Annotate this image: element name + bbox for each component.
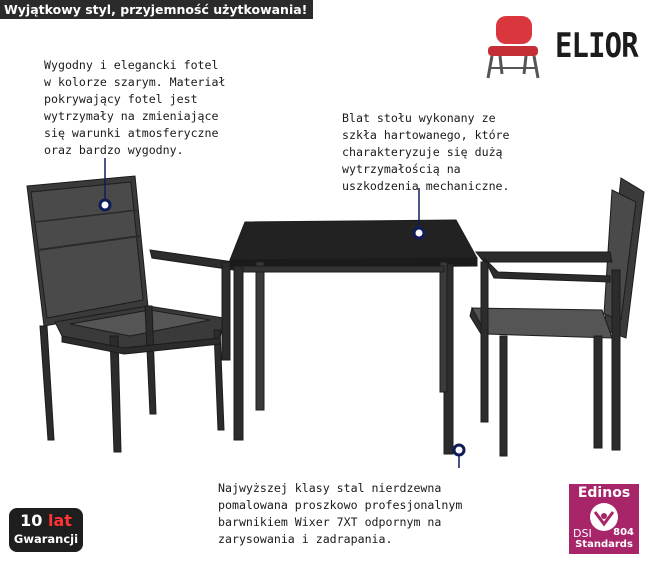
frame-description: Najwyższej klasy stal nierdzewna pomalowana proszkowo profesjonalnym barwnikiem Wixer 7XT odpornym na zarysowania i zadrapania. — [218, 481, 463, 546]
certificate-badge — [569, 484, 639, 554]
warranty-years-unit: lat — [47, 511, 72, 530]
chair-marker — [100, 200, 110, 210]
warranty-badge — [9, 508, 83, 552]
certificate-brand: Edinos — [577, 485, 631, 501]
chair-description: Wygodny i elegancki fotel w kolorze szarym. Materiał pokrywający fotel jest wytrzymały na zmieniające się warunki atmosferyczne oraz bardzo wygodny. — [44, 58, 226, 157]
brand-name: ELIOR — [555, 26, 638, 66]
table-top-description: Blat stołu wykonany ze szkła hartowanego, które charakteryzuje się dużą wytrzymałością na uszkodzenia mechaniczne. — [342, 111, 510, 193]
frame-marker — [454, 445, 464, 455]
top-banner: Wyjątkowy styl, przyjemność użytkowania! — [0, 0, 313, 19]
certificate-number: 804 — [613, 527, 634, 538]
warranty-label: Gwarancji — [13, 532, 79, 546]
table-top-marker — [414, 228, 424, 238]
warranty-years-number: 10 — [20, 511, 43, 530]
certificate-standards: Standards — [575, 539, 633, 550]
certificate-dsi: DSI — [573, 527, 592, 540]
